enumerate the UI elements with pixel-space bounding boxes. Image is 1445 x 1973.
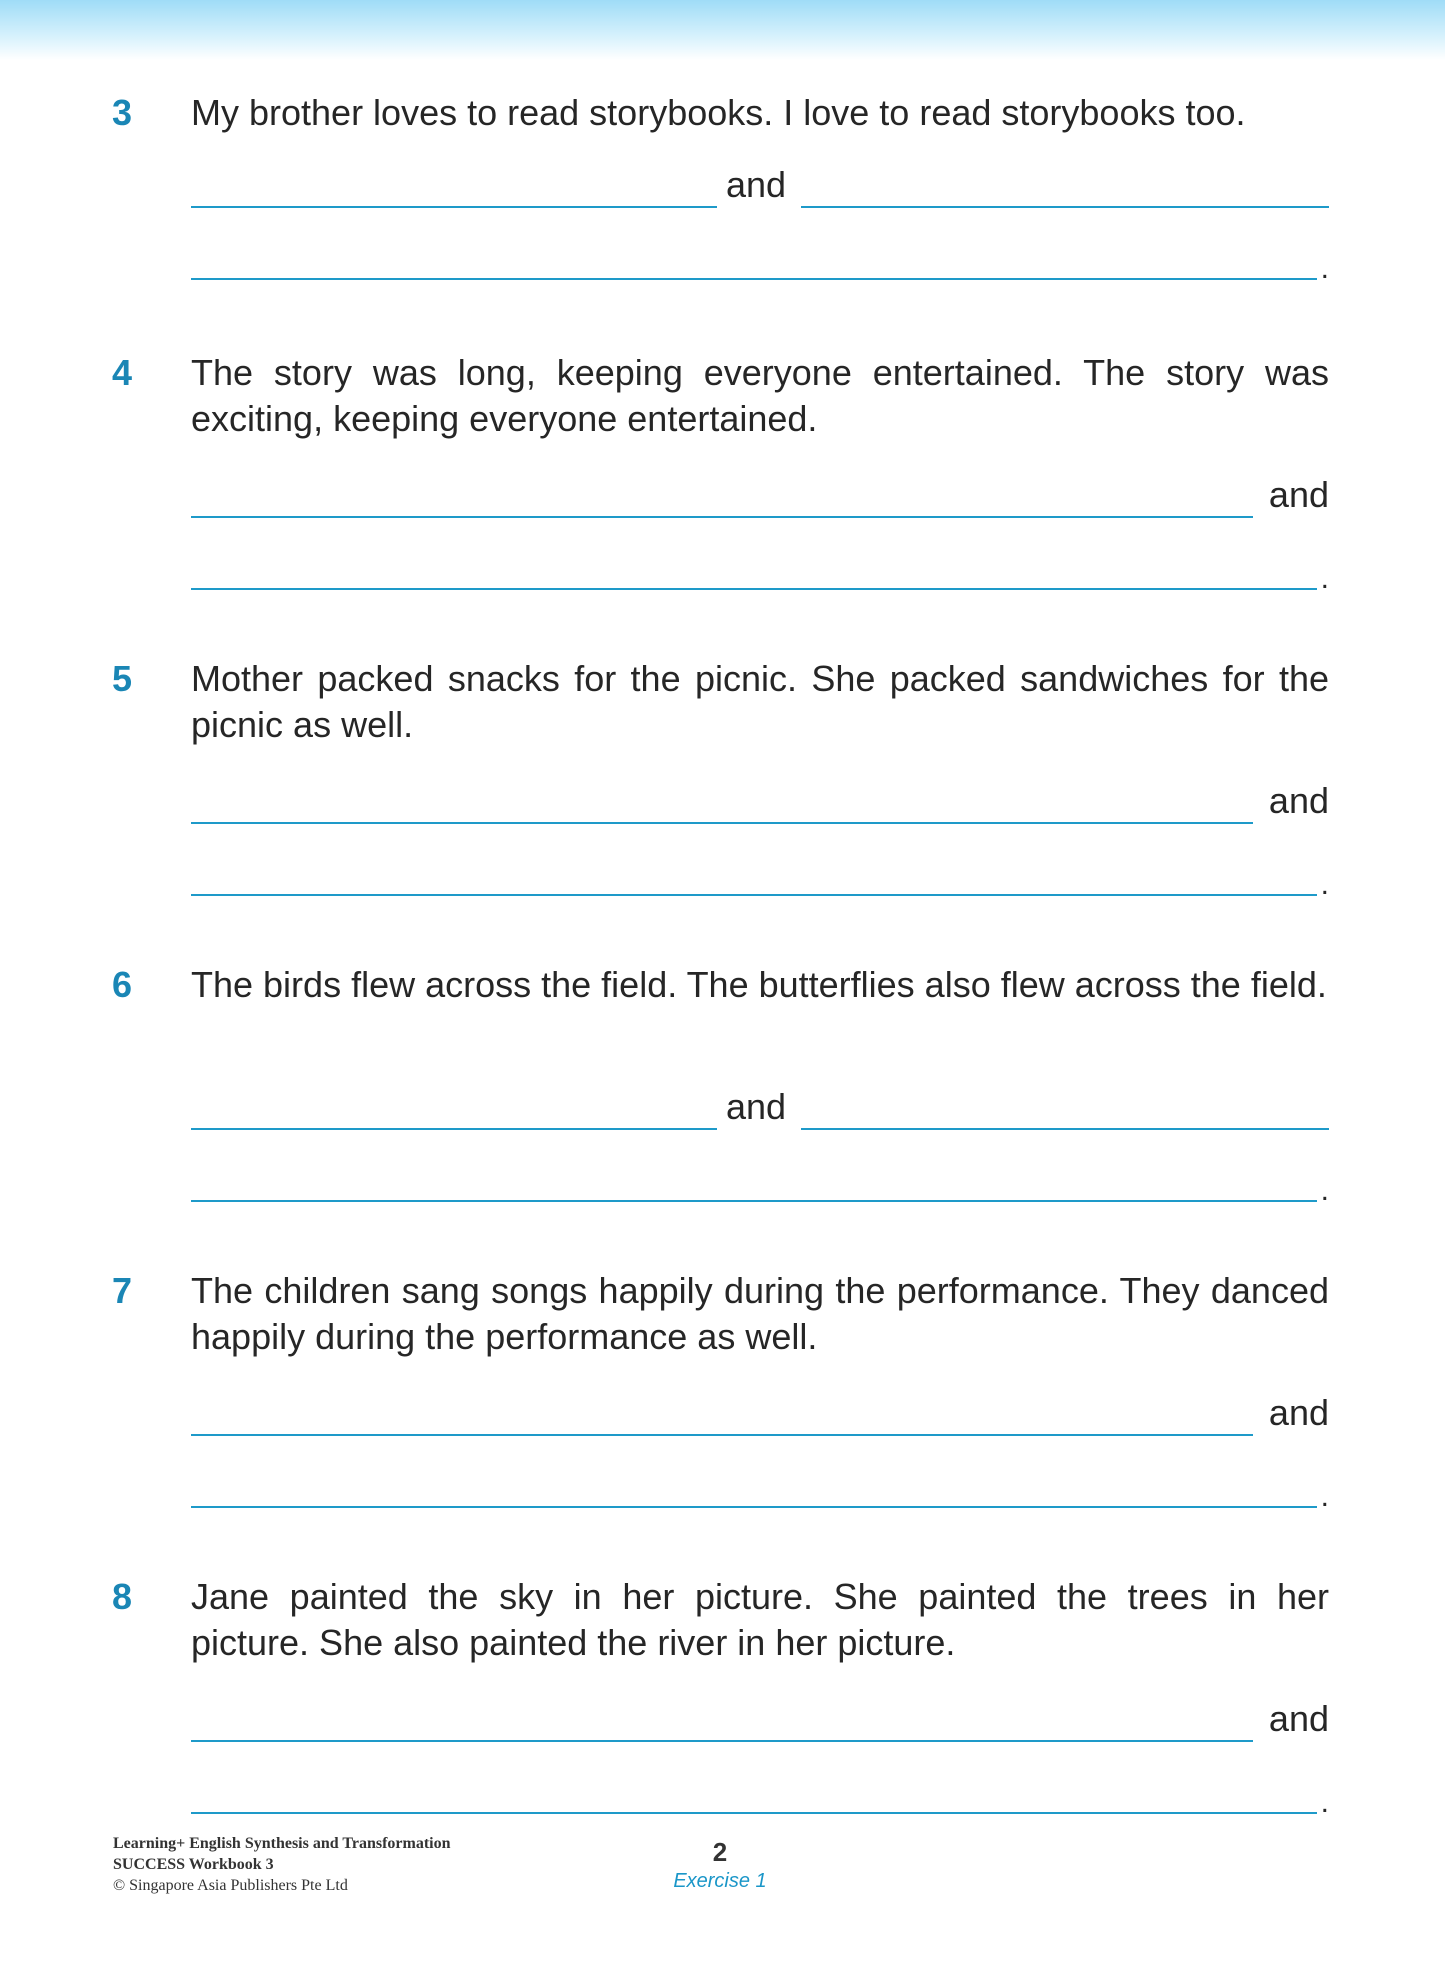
connector-text: and	[1268, 780, 1329, 821]
connector-text: and	[726, 164, 787, 205]
answer-row-2	[191, 1462, 1329, 1513]
answer-line[interactable]	[191, 588, 1317, 590]
connector-text: and	[1268, 1698, 1329, 1739]
answer-line[interactable]	[191, 1506, 1317, 1508]
answer-row-2	[191, 234, 1329, 285]
connector-text: and	[726, 1086, 787, 1127]
answer-line[interactable]	[191, 1200, 1317, 1202]
answer-row-1	[191, 1390, 1329, 1436]
answer-row-2	[191, 1156, 1329, 1207]
answer-line[interactable]	[191, 1128, 717, 1130]
connector-text: and	[1268, 1392, 1329, 1433]
question-number: 5	[112, 658, 133, 699]
answer-row-1	[191, 162, 1329, 208]
period-mark: .	[1320, 1480, 1329, 1513]
header-band	[0, 0, 1445, 60]
question-text: The birds flew across the field. The butterflies also flew across the field.	[191, 964, 1327, 1005]
answer-row-2	[191, 850, 1329, 901]
footer-credits	[113, 1833, 451, 1896]
question-text: My brother loves to read storybooks. I love to read storybooks too.	[191, 92, 1246, 133]
question-number: 6	[112, 964, 133, 1005]
question-number: 7	[112, 1270, 133, 1311]
period-mark: .	[1320, 1786, 1329, 1819]
period-mark: .	[1320, 1174, 1329, 1207]
answer-row-1	[191, 778, 1329, 824]
question-number: 3	[112, 92, 133, 133]
period-mark: .	[1320, 562, 1329, 595]
period-mark: .	[1320, 252, 1329, 285]
copyright-text: © Singapore Asia Publishers Pte Ltd	[113, 1877, 348, 1894]
page-number: 2	[712, 1837, 728, 1867]
answer-line[interactable]	[801, 206, 1329, 208]
answer-row-1	[191, 1084, 1329, 1130]
answer-line[interactable]	[191, 278, 1317, 280]
answer-line[interactable]	[191, 1812, 1317, 1814]
answer-row-2	[191, 544, 1329, 595]
question-text: Mother packed snacks for the picnic. She packed sandwiches for the picnic as well.	[191, 658, 1329, 745]
answer-line[interactable]	[191, 516, 1253, 518]
answer-line[interactable]	[191, 206, 717, 208]
exercise-label: Exercise 1	[673, 1870, 767, 1892]
answer-line[interactable]	[191, 822, 1253, 824]
book-title: Learning+ English Synthesis and Transformation	[113, 1835, 451, 1852]
answer-row-1	[191, 1696, 1329, 1742]
answer-line[interactable]	[191, 1740, 1253, 1742]
answer-line[interactable]	[191, 894, 1317, 896]
question-text: Jane painted the sky in her picture. She painted the trees in her picture. She also painted the river in her picture.	[191, 1576, 1329, 1663]
period-mark: .	[1320, 868, 1329, 901]
book-subtitle: SUCCESS Workbook 3	[113, 1856, 274, 1873]
question-text: The story was long, keeping everyone entertained. The story was exciting, keeping everyone entertained.	[191, 352, 1329, 439]
connector-text: and	[1268, 474, 1329, 515]
answer-line[interactable]	[801, 1128, 1329, 1130]
question-number: 8	[112, 1576, 133, 1617]
answer-line[interactable]	[191, 1434, 1253, 1436]
question-number: 4	[112, 352, 133, 393]
answer-row-1	[191, 472, 1329, 518]
answer-row-2	[191, 1768, 1329, 1819]
question-text: The children sang songs happily during the performance. They danced happily during the performance as well.	[191, 1270, 1329, 1357]
